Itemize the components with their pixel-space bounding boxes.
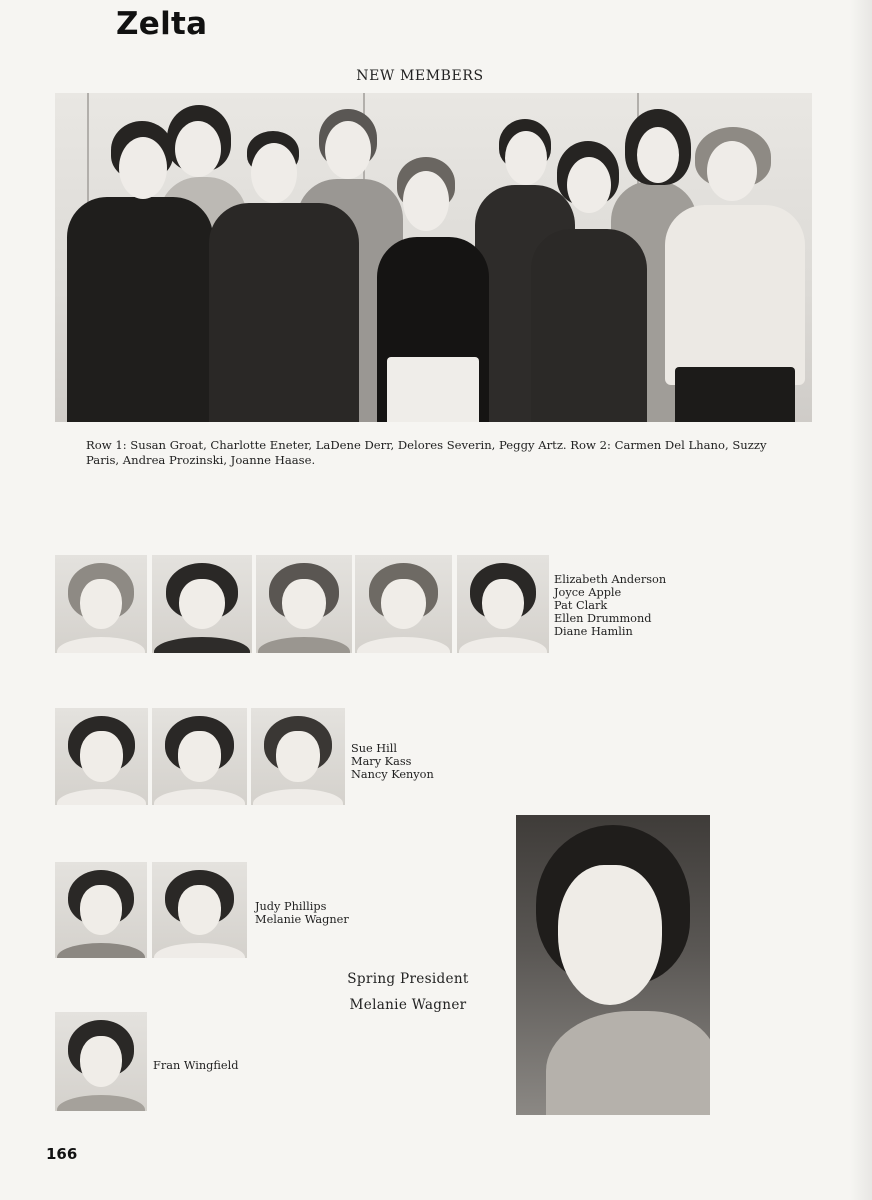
member-portrait [457, 555, 549, 653]
member-name: Diane Hamlin [554, 625, 633, 638]
member-name: Ellen Drummond [554, 612, 652, 625]
member-portrait [152, 708, 247, 805]
member-name: Nancy Kenyon [351, 768, 434, 781]
portrait-names-group-1 [554, 573, 666, 638]
president-portrait [516, 815, 710, 1115]
member-portrait [55, 862, 147, 958]
member-portrait [55, 708, 148, 805]
member-name: Melanie Wagner [255, 913, 349, 926]
member-name: Sue Hill [351, 742, 397, 755]
member-portrait [355, 555, 452, 653]
president-name: Melanie Wagner [349, 997, 467, 1013]
member-portrait [55, 555, 147, 653]
member-name: Judy Phillips [255, 900, 327, 913]
member-name: Elizabeth Anderson [554, 573, 667, 586]
section-title: NEW MEMBERS [356, 68, 484, 84]
portrait-names-group-2 [351, 742, 434, 781]
member-name: Joyce Apple [554, 586, 622, 599]
group-photo [55, 93, 812, 422]
member-name: Fran Wingfield [153, 1059, 239, 1072]
member-portrait [152, 862, 247, 958]
member-portrait [256, 555, 352, 653]
portrait-names-group-3 [255, 900, 349, 926]
portrait-names-group-4 [153, 1059, 238, 1072]
group-caption: Row 1: Susan Groat, Charlotte Eneter, LaDene Derr, Delores Severin, Peggy Artz. Row 2: Carmen Del Lhano, Suzzy Paris, Andrea Prozinski, Joanne Haase. [86, 438, 767, 467]
member-portrait [152, 555, 252, 653]
member-name: Pat Clark [554, 599, 608, 612]
member-portrait [251, 708, 345, 805]
page-number: 166 [46, 1145, 78, 1163]
member-portrait [55, 1012, 147, 1111]
member-name: Mary Kass [351, 755, 412, 768]
page-edge-shadow [850, 0, 872, 1200]
page-heading: Zelta [116, 6, 208, 42]
president-title: Spring President [347, 971, 469, 987]
